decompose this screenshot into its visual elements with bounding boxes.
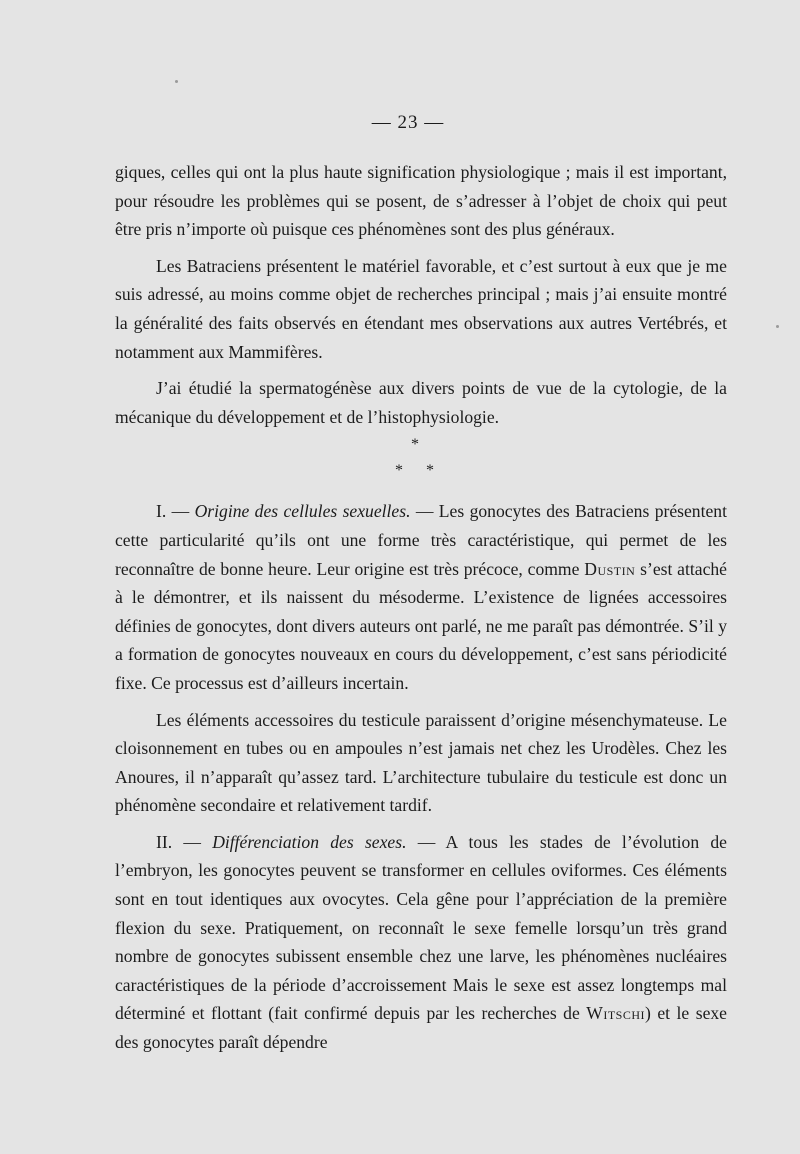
paragraph-elements-accessoires: Les éléments accessoires du testicule paraissent d’origine mésenchymateuse. Le cloisonnement en tubes ou en ampoules n’est jamais net chez les Urodèles. Chez les Anoures, il n’apparaît qu’assez tard. L’architecture tubulaire du testicule est donc un phénomène secondaire et relativement tardif.: [115, 709, 727, 816]
paragraph-spermatogenese: J’ai étudié la spermatogénèse aux divers points de vue de la cytologie, de la mécanique du développement et de l’histophysiologie.: [115, 378, 727, 427]
section-origine-title: Origine des cellules sexuelles.: [194, 501, 411, 522]
section-separator: [115, 435, 727, 491]
paragraph-batraciens: Les Batraciens présentent le matériel favorable, et c’est surtout à eux que je me suis adressé, au moins comme objet de recherches principal ; mais j’ai ensuite montré la généralité des faits observés en étendant mes observations aux autres Vertébrés, et notamment aux Mammifères.: [115, 255, 727, 362]
separator-asterisk-left: *: [395, 462, 403, 480]
section-origine-text-a: — Les gonocytes des Batraciens présentent cette particularité qu’ils ont une forme très caractéristique, qui permet de les reconnaître de bonne heure. Leur origine est très précoce, comme: [115, 501, 727, 579]
section-differenciation: [115, 828, 727, 1057]
separator-asterisk-top: *: [411, 436, 419, 454]
section-origine: [115, 497, 727, 697]
section-differenciation-title: Différenciation des sexes.: [212, 831, 407, 852]
paragraph-continuation: giques, celles qui ont la plus haute signification physiologique ; mais il est important, pour résoudre les problèmes qui se posent, de s’adresser à l’objet de choix qui peut être pris n’importe où puisque ces phénomènes sont des plus généraux.: [115, 162, 727, 240]
body-text: [115, 158, 727, 1057]
page-number: — 23 —: [371, 112, 445, 133]
paper-speck: [776, 325, 779, 328]
section-origine-number: I. —: [156, 501, 195, 522]
author-witschi: Witschi: [586, 1003, 646, 1024]
author-dustin: Dustin: [584, 558, 636, 579]
paper-speck: [175, 80, 178, 83]
separator-asterisk-right: *: [426, 462, 434, 480]
section-differenciation-number: II. —: [156, 831, 213, 852]
section-differenciation-text-b: ) et le sexe des gonocytes paraît dépendre: [115, 1003, 727, 1053]
section-differenciation-text-a: — A tous les stades de l’évolution de l’embryon, les gonocytes peuvent se transformer en cellules oviformes. Ces éléments sont en tout identiques aux ovocytes. Cela gêne pour l’appréciation de la première flexion du sexe. Pratiquement, on reconnaît le sexe femelle lorsqu’un très grand nombre de gonocytes subissent ensemble chez une larve, les phénomènes nucléaires caractéristiques de la période d’accroissement Mais le sexe est assez longtemps mal déterminé et flottant (fait confirmé depuis par les recherches de: [115, 831, 727, 1024]
section-origine-text-b: s’est attaché à le démontrer, et ils naissent du mésoderme. L’existence de lignées accessoires définies de gonocytes, dont divers auteurs ont parlé, ne me paraît pas démontrée. S’il y a formation de gonocytes nouveaux en cours du développement, c’est sans périodicité fixe. Ce processus est d’ailleurs incertain.: [115, 558, 727, 693]
